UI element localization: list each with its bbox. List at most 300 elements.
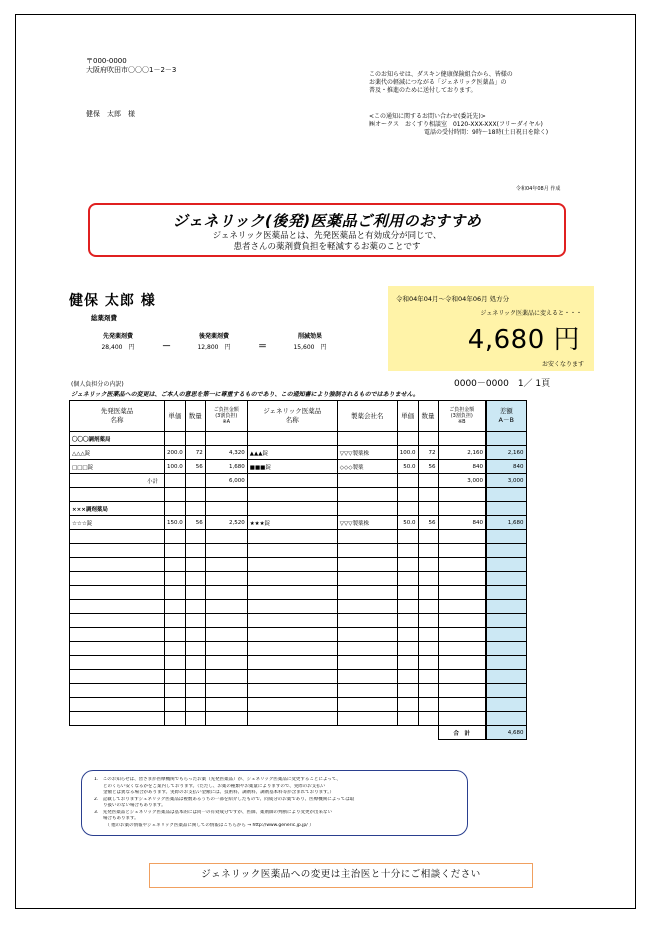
- header-generic-price: 単価: [397, 401, 418, 432]
- total-drug-cost-label: 総薬剤費: [91, 314, 117, 322]
- cell-gen-amount: [438, 502, 486, 516]
- generic-cost-value: 12,800: [197, 344, 219, 351]
- cell-maker: [337, 614, 397, 628]
- note-line: り扱いのない場合もあります。: [94, 803, 166, 808]
- cell-orig-amount: [205, 432, 247, 446]
- cell-price: [165, 502, 186, 516]
- cell-maker: [337, 642, 397, 656]
- cell-gen-name: ★★★錠: [247, 516, 337, 530]
- cell-gen-qty: [418, 642, 438, 656]
- cell-orig-amount: [205, 628, 247, 642]
- consult-doctor-banner: ジェネリック医薬品への変更は主治医と十分にご相談ください: [149, 863, 533, 888]
- cell-maker: [337, 684, 397, 698]
- cell-maker: [337, 670, 397, 684]
- cell-orig-amount: [205, 544, 247, 558]
- cell-gen-qty: [418, 670, 438, 684]
- cell-gen-amount: [438, 628, 486, 642]
- breakdown-label: (個人負担分の内訳): [71, 381, 124, 388]
- cell-orig-amount: [205, 502, 247, 516]
- cell-gen-qty: [418, 614, 438, 628]
- cell-gen-amount: [438, 432, 486, 446]
- cell-gen-qty: 56: [418, 460, 438, 474]
- subtotal-row: [70, 474, 527, 488]
- cell-gen-name: [247, 628, 337, 642]
- cell-orig-name: □□□錠: [70, 460, 165, 474]
- total-row: [70, 726, 527, 740]
- cell-diff: [486, 544, 526, 558]
- title-box: [88, 203, 566, 257]
- header-generic-quantity: 数量: [418, 401, 438, 432]
- cell-price: [165, 474, 186, 488]
- cell-gen-name: ▲▲▲錠: [247, 446, 337, 460]
- cell-orig-amount: 1,680: [205, 460, 247, 474]
- cell-diff: [486, 502, 526, 516]
- cell-diff: 3,000: [486, 474, 526, 488]
- drug-comparison-table: [69, 400, 527, 740]
- cell-orig-name: [70, 572, 165, 586]
- saving-effect-label: 削減効果: [297, 333, 322, 340]
- cell-qty: [185, 600, 205, 614]
- cell-diff: [486, 684, 526, 698]
- addressee-name: 健保 太郎 様: [86, 110, 135, 118]
- header-price: 単価: [165, 401, 186, 432]
- total-label: 合 計: [438, 726, 486, 740]
- saving-effect-unit: 円: [320, 344, 327, 351]
- cell-qty: [185, 656, 205, 670]
- cell-gen-amount: [438, 488, 486, 502]
- cell-qty: [185, 572, 205, 586]
- cell-price: [165, 488, 186, 502]
- postal-code: 〒000-0000: [86, 57, 127, 65]
- cell-gen-amount: [438, 698, 486, 712]
- cell-price: [165, 600, 186, 614]
- cell-diff: [486, 670, 526, 684]
- cell-price: [165, 586, 186, 600]
- table-row: [70, 460, 527, 474]
- original-cost-value: 28,400: [101, 344, 123, 351]
- cell-maker: [337, 698, 397, 712]
- contact-title: <この通知に関するお問い合わせ(委託先)>: [369, 113, 486, 120]
- cell-gen-amount: [438, 572, 486, 586]
- cell-gen-price: [397, 656, 418, 670]
- cell-diff: [486, 614, 526, 628]
- cell-diff: [486, 698, 526, 712]
- cell-gen-price: [397, 558, 418, 572]
- cell-qty: 56: [185, 516, 205, 530]
- cell-price: [165, 670, 186, 684]
- cell-gen-name: [247, 670, 337, 684]
- cell-gen-price: 50.0: [397, 460, 418, 474]
- cell-diff: [486, 642, 526, 656]
- cell-gen-name: [247, 488, 337, 502]
- cell-diff: [486, 628, 526, 642]
- cell-gen-amount: [438, 558, 486, 572]
- note-line: 1. このお知らせは、皆さまが医療機関でもらったお薬（先発医薬品）が、ジェネリック医薬品に変更することによって、: [94, 777, 341, 782]
- cell-gen-price: [397, 628, 418, 642]
- cell-qty: [185, 488, 205, 502]
- minus-sign: －: [162, 342, 172, 352]
- cell-gen-price: [397, 572, 418, 586]
- cell-orig-amount: [205, 530, 247, 544]
- cell-orig-name: [70, 530, 165, 544]
- cell-qty: [185, 502, 205, 516]
- cell-maker: ▽▽▽製薬株: [337, 446, 397, 460]
- cell-price: [165, 572, 186, 586]
- cell-gen-amount: [438, 544, 486, 558]
- cell-orig-amount: [205, 712, 247, 726]
- cell-gen-price: [397, 698, 418, 712]
- generic-cost-unit: 円: [224, 344, 231, 351]
- cell-orig-amount: 6,000: [205, 474, 247, 488]
- notice-line: このお知らせは、ダスキン健康保険組合から、皆様の: [369, 71, 513, 78]
- cell-diff: [486, 572, 526, 586]
- cell-gen-qty: [418, 502, 438, 516]
- cell-gen-qty: [418, 530, 438, 544]
- note-line: どのくらい安くなるかをご案内しております。（ただし、お薬の種類やお薬量によりますので、実際のお支払い: [94, 783, 326, 789]
- cell-maker: ▽▽▽製薬株: [337, 516, 397, 530]
- pharmacy-section-row: [70, 432, 527, 446]
- cell-qty: [185, 684, 205, 698]
- cell-price: 100.0: [165, 460, 186, 474]
- empty-row: [70, 558, 527, 572]
- cell-diff: [486, 712, 526, 726]
- cell-orig-name: [70, 586, 165, 600]
- cell-maker: [337, 544, 397, 558]
- total-value: 4,680: [486, 726, 526, 740]
- recipient-name: 健保 太郎 様: [69, 293, 156, 309]
- cell-maker: [337, 474, 397, 488]
- cell-price: [165, 712, 186, 726]
- cell-gen-price: [397, 488, 418, 502]
- title-subtitle-2: 患者さんの薬剤費負担を軽減するお薬のことです: [233, 242, 421, 252]
- cell-gen-amount: [438, 600, 486, 614]
- cell-gen-qty: [418, 656, 438, 670]
- cell-gen-name: [247, 432, 337, 446]
- cell-price: [165, 558, 186, 572]
- cell-diff: [486, 586, 526, 600]
- cell-gen-price: [397, 600, 418, 614]
- cell-price: [165, 614, 186, 628]
- header-maker: 製薬会社名: [337, 401, 397, 432]
- cell-gen-price: [397, 712, 418, 726]
- cell-maker: [337, 628, 397, 642]
- header-quantity: 数量: [185, 401, 205, 432]
- savings-footnote: お安くなります: [541, 361, 584, 368]
- cell-qty: [185, 544, 205, 558]
- member-page-info: [454, 376, 550, 389]
- cell-orig-amount: [205, 488, 247, 502]
- cell-diff: [486, 600, 526, 614]
- cell-qty: 72: [185, 446, 205, 460]
- cell-price: [165, 642, 186, 656]
- cell-gen-qty: [418, 628, 438, 642]
- generic-cost: [184, 331, 244, 351]
- cell-gen-qty: [418, 558, 438, 572]
- empty-row: [70, 684, 527, 698]
- cell-gen-name: [247, 712, 337, 726]
- table-row: [70, 446, 527, 460]
- issue-date: 令和04年08月 作成: [516, 186, 561, 192]
- cell-gen-price: [397, 544, 418, 558]
- header-difference: 差額 A－B: [486, 401, 526, 432]
- empty-row: [70, 530, 527, 544]
- cell-orig-amount: [205, 586, 247, 600]
- original-cost-label: 先発薬剤費: [102, 333, 133, 340]
- empty-row: [70, 670, 527, 684]
- cell-gen-name: [247, 474, 337, 488]
- contact-hours: 電話の受付時間：9時～18時(土日祝日を除く): [424, 129, 549, 136]
- cell-qty: [185, 642, 205, 656]
- contact-phone: ㈱オークス おくすり相談室 0120-XXX-XXX(フリーダイヤル): [369, 121, 543, 128]
- cell-gen-price: [397, 432, 418, 446]
- cell-orig-amount: [205, 698, 247, 712]
- cell-gen-price: [397, 684, 418, 698]
- cell-orig-name: [70, 712, 165, 726]
- cell-orig-name: 〇〇〇調剤薬局: [70, 432, 165, 446]
- cell-price: [165, 628, 186, 642]
- cell-gen-price: 100.0: [397, 446, 418, 460]
- cell-gen-name: [247, 656, 337, 670]
- cell-qty: [185, 558, 205, 572]
- savings-amount: 4,680 円: [467, 325, 580, 355]
- cell-price: [165, 432, 186, 446]
- empty-row: [70, 712, 527, 726]
- header-original-amount: ご負担金額 (3割負担) ※A: [205, 401, 247, 432]
- empty-row: [70, 642, 527, 656]
- cell-qty: 56: [185, 460, 205, 474]
- cell-gen-amount: 2,160: [438, 446, 486, 460]
- cell-maker: [337, 530, 397, 544]
- cell-gen-price: [397, 642, 418, 656]
- cell-diff: [486, 656, 526, 670]
- cell-qty: [185, 698, 205, 712]
- generic-cost-label: 後発薬剤費: [198, 333, 229, 340]
- cell-diff: [486, 488, 526, 502]
- cell-gen-price: [397, 530, 418, 544]
- recipient-address-block: [86, 57, 176, 75]
- cell-price: [165, 684, 186, 698]
- cell-gen-amount: 840: [438, 516, 486, 530]
- cell-price: 150.0: [165, 516, 186, 530]
- cell-gen-name: [247, 698, 337, 712]
- note-line: 3. 先発医薬品とジェネリック医薬品は基本的には同一の有効成分ですが、医師、薬剤師の判断により変更が出来ない: [94, 809, 333, 815]
- empty-row: [70, 600, 527, 614]
- contact-info: [369, 113, 619, 137]
- pharmacy-section-row: [70, 502, 527, 516]
- note-line: （ 他のお薬の情報やジェネリック医薬品に関しての情報はこちらから → http://www.generic.jp.jp/ ）: [94, 822, 314, 828]
- cell-orig-amount: [205, 614, 247, 628]
- notice-line: お薬代の軽減につながる「ジェネリック医薬品」の: [369, 79, 507, 86]
- cell-orig-amount: [205, 684, 247, 698]
- cell-orig-amount: 4,320: [205, 446, 247, 460]
- saving-effect-value: 15,600: [293, 344, 315, 351]
- cell-gen-qty: [418, 488, 438, 502]
- cell-orig-amount: [205, 572, 247, 586]
- cell-gen-amount: [438, 670, 486, 684]
- cell-price: [165, 698, 186, 712]
- cell-gen-price: [397, 614, 418, 628]
- cell-gen-qty: [418, 712, 438, 726]
- cell-orig-name: [70, 628, 165, 642]
- cell-gen-name: [247, 586, 337, 600]
- cell-orig-name: 小計: [70, 474, 165, 488]
- empty-row: [70, 572, 527, 586]
- savings-box: [388, 286, 594, 371]
- cell-maker: [337, 558, 397, 572]
- table-header-row: [70, 401, 527, 432]
- cell-maker: [337, 656, 397, 670]
- cell-orig-amount: [205, 656, 247, 670]
- cell-gen-amount: [438, 642, 486, 656]
- cell-gen-amount: 840: [438, 460, 486, 474]
- cell-orig-amount: [205, 600, 247, 614]
- cell-orig-amount: [205, 670, 247, 684]
- cell-qty: [185, 432, 205, 446]
- cell-gen-amount: [438, 712, 486, 726]
- page-number: 1／ 1頁: [517, 379, 551, 389]
- header-original-name: 先発医薬品 名称: [70, 401, 165, 432]
- cell-gen-name: [247, 642, 337, 656]
- cell-diff: 1,680: [486, 516, 526, 530]
- cell-diff: 2,160: [486, 446, 526, 460]
- cell-orig-name: ☆☆☆錠: [70, 516, 165, 530]
- cell-maker: [337, 586, 397, 600]
- note-line: 場合もあります。: [94, 816, 139, 821]
- cell-gen-price: [397, 502, 418, 516]
- table-row: [70, 516, 527, 530]
- cell-gen-name: [247, 530, 337, 544]
- cell-gen-qty: 56: [418, 516, 438, 530]
- cell-gen-amount: 3,000: [438, 474, 486, 488]
- cell-maker: [337, 572, 397, 586]
- notice-line: 普及・推進のために送付しております。: [369, 87, 477, 94]
- cell-gen-qty: [418, 572, 438, 586]
- cell-orig-name: [70, 656, 165, 670]
- cell-gen-name: [247, 614, 337, 628]
- empty-row: [70, 656, 527, 670]
- cell-gen-qty: [418, 684, 438, 698]
- saving-effect: [280, 331, 340, 351]
- cell-gen-price: [397, 670, 418, 684]
- cell-diff: [486, 432, 526, 446]
- empty-row: [70, 488, 527, 502]
- cell-maker: [337, 502, 397, 516]
- cell-qty: [185, 670, 205, 684]
- cell-gen-name: [247, 558, 337, 572]
- cell-qty: [185, 712, 205, 726]
- cell-qty: [185, 614, 205, 628]
- cell-maker: [337, 600, 397, 614]
- original-cost-unit: 円: [128, 344, 135, 351]
- cell-gen-name: [247, 572, 337, 586]
- prescription-period: 令和04年04月～令和04年06月 処方分: [396, 295, 510, 303]
- notice-document: [15, 14, 636, 909]
- cell-maker: [337, 432, 397, 446]
- cell-gen-amount: [438, 656, 486, 670]
- cell-gen-price: [397, 474, 418, 488]
- empty-row: [70, 544, 527, 558]
- empty-row: [70, 614, 527, 628]
- equals-sign: ＝: [258, 342, 268, 352]
- note-line: 金額とは異なる場合があります。実際のお支払い金額には、技術料、調剤料、調剤基本料等が含まれております。）: [94, 790, 335, 795]
- cell-qty: [185, 586, 205, 600]
- cell-gen-qty: [418, 698, 438, 712]
- header-generic-amount: ご負担金額 (3割負担) ※B: [438, 401, 486, 432]
- cell-gen-qty: [418, 544, 438, 558]
- cell-orig-name: [70, 684, 165, 698]
- cell-orig-name: [70, 544, 165, 558]
- cell-orig-name: [70, 698, 165, 712]
- original-cost: [88, 331, 148, 351]
- notes-box: [81, 770, 468, 836]
- cell-diff: [486, 558, 526, 572]
- empty-row: [70, 586, 527, 600]
- cell-orig-name: △△△錠: [70, 446, 165, 460]
- cell-maker: [337, 488, 397, 502]
- cell-gen-amount: [438, 684, 486, 698]
- cell-gen-amount: [438, 586, 486, 600]
- header-generic-name: ジェネリック医薬品 名称: [247, 401, 337, 432]
- cell-gen-name: [247, 502, 337, 516]
- cell-orig-name: [70, 488, 165, 502]
- cell-qty: [185, 628, 205, 642]
- cell-orig-name: [70, 600, 165, 614]
- cell-gen-name: ■■■錠: [247, 460, 337, 474]
- cell-gen-amount: [438, 614, 486, 628]
- cell-orig-name: [70, 558, 165, 572]
- cell-gen-name: [247, 600, 337, 614]
- cell-orig-amount: [205, 642, 247, 656]
- cell-price: [165, 530, 186, 544]
- empty-row: [70, 698, 527, 712]
- cell-gen-qty: [418, 600, 438, 614]
- cell-price: [165, 656, 186, 670]
- cell-gen-qty: [418, 586, 438, 600]
- cell-orig-amount: [205, 558, 247, 572]
- cell-price: 200.0: [165, 446, 186, 460]
- cell-maker: [337, 712, 397, 726]
- cell-gen-name: [247, 684, 337, 698]
- note-line: 2. 記載しておりますジェネリック医薬品は複数あるうちの一部を紹介したもので、同成分のお薬であり、医療機関によっては取: [94, 796, 355, 802]
- cell-orig-name: ×××調剤薬局: [70, 502, 165, 516]
- cell-orig-name: [70, 642, 165, 656]
- cell-qty: [185, 474, 205, 488]
- cell-price: [165, 544, 186, 558]
- title-subtitle-1: ジェネリック医薬品とは、先発医薬品と有効成分が同じで、: [212, 231, 442, 241]
- cell-diff: 840: [486, 460, 526, 474]
- cell-orig-name: [70, 670, 165, 684]
- cell-orig-amount: 2,520: [205, 516, 247, 530]
- cell-gen-qty: 72: [418, 446, 438, 460]
- cell-qty: [185, 530, 205, 544]
- cell-gen-price: [397, 586, 418, 600]
- notice-text: [369, 71, 619, 95]
- document-title: ジェネリック(後発)医薬品ご利用のおすすめ: [172, 212, 482, 230]
- cell-diff: [486, 530, 526, 544]
- cell-orig-name: [70, 614, 165, 628]
- cell-gen-qty: [418, 432, 438, 446]
- empty-row: [70, 628, 527, 642]
- cell-gen-qty: [418, 474, 438, 488]
- cell-maker: ◇◇◇製薬: [337, 460, 397, 474]
- disclaimer: ジェネリック医薬品への変更は、ご本人の意思を第一に尊重するものであり、この通知書により強制されるものではありません。: [71, 391, 420, 398]
- address: 大阪府吹田市〇〇〇1－2－3: [86, 66, 177, 74]
- cell-gen-name: [247, 544, 337, 558]
- savings-caption: ジェネリック医薬品に変えると・・・: [480, 310, 582, 317]
- cell-gen-price: 50.0: [397, 516, 418, 530]
- member-number: 0000－0000: [454, 379, 509, 389]
- cell-gen-amount: [438, 530, 486, 544]
